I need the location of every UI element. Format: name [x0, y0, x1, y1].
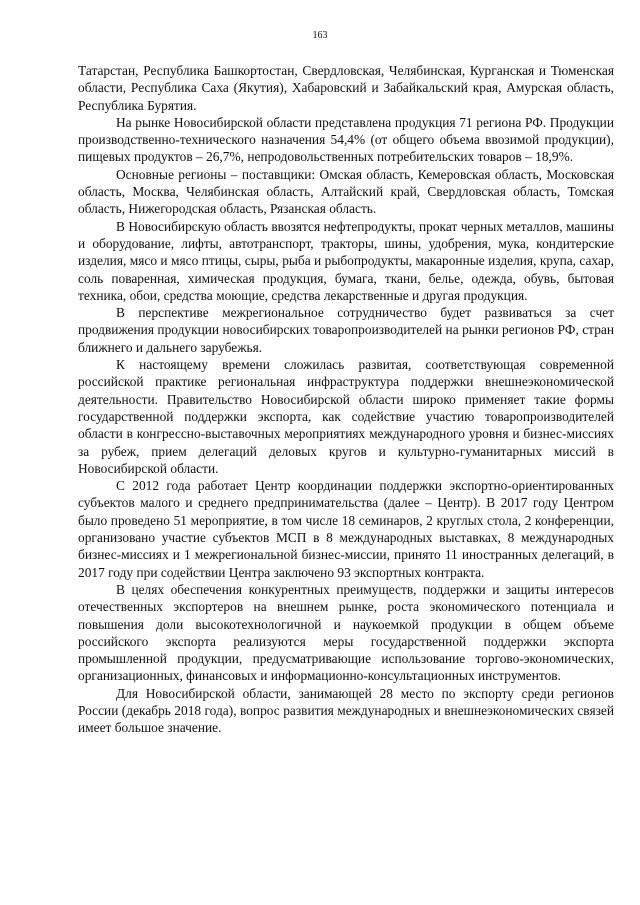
paragraph-interregional-cooperation: В перспективе межрегиональное сотрудничество будет развиваться за счет продвижения продукции новосибирских товаропроизводителей на рынки регионов РФ, стран ближнего и дальнего зарубежья.: [78, 305, 614, 355]
page-number: 163: [312, 30, 328, 41]
paragraph-continuation: Татарстан, Республика Башкортостан, Свердловская, Челябинская, Курганская и Тюменская области, Республика Саха (Якутия), Хабаровский и Забайкальский края, Амурская область, Республика Бурятия.: [78, 63, 614, 113]
paragraph-region-ranking: Для Новосибирской области, занимающей 28 место по экспорту среди регионов России (декабрь 2018 года), вопрос развития международных и внешнеэкономических связей имеет большое значение.: [78, 685, 614, 736]
paragraph-imported-goods: В Новосибирскую область ввозятся нефтепродукты, прокат черных металлов, машины и оборудование, лифты, автотранспорт, тракторы, шины, удобрения, мука, кондитерские изделия, мясо и мясо птицы, сыры, рыба и рыбопродукты, макаронные изделия, крупа, сахар, соль поваренная, химическая продукция, бумага, ткани, белье, одежда, обувь, бытовая техника, обои, средства моющие, средства лекарственные и другая продукция.: [78, 218, 614, 303]
paragraph-export-center: С 2012 года работает Центр координации поддержки экспортно-ориентированных субъектов малого и среднего предпринимательства (далее – Центр). В 2017 году Центром было проведено 51 мероприятие, в том числе 18 семинаров, 2 круглых стола, 2 конференции, организовано участие субъектов МСП в 8 международных выставках, 8 международных бизнес-миссиях и 1 межрегиональной бизнес-миссии, принято 11 иностранных делегаций, в 2017 году при содействии Центра заключено 93 экспортных контракта.: [78, 478, 614, 580]
paragraph-supplier-regions: Основные регионы – поставщики: Омская область, Кемеровская область, Московская область, Москва, Челябинская область, Алтайский край, Свердловская область, Томская область, Нижегородская область, Рязанская область.: [78, 166, 614, 217]
paragraph-export-support: В целях обеспечения конкурентных преимуществ, поддержки и защиты интересов отечественных экспортеров на внешнем рынке, роста экономического потенциала и повышения доли высокотехнологичной и наукоемкой продукции в общем объеме российского экспорта реализуются меры государственной поддержки экспорта промышленной продукции, предусматривающие использование торгово-экономических, организационных, финансовых и информационно-консультационных инструментов.: [78, 581, 614, 684]
paragraph-infrastructure: К настоящему времени сложилась развитая, соответствующая современной российской практике региональная инфраструктура поддержки внешнеэкономической деятельности. Правительство Новосибирской области широко применяет такие формы государственной поддержки экспорта, как содействие участию товаропроизводителей области в конгрессно-выставочных мероприятиях международного уровня и бизнес-миссиях за рубеж, прием делегаций деловых кругов и культурно-гуманитарных миссий в Новосибирской области.: [78, 357, 614, 476]
document-body: [78, 62, 614, 737]
paragraph-market-products: На рынке Новосибирской области представлена продукция 71 региона РФ. Продукции производственно-технического назначения 54,4% (от общего объема ввозимой продукции), пищевых продуктов – 26,7%, непродовольственных потребительских товаров – 18,9%.: [78, 114, 614, 165]
